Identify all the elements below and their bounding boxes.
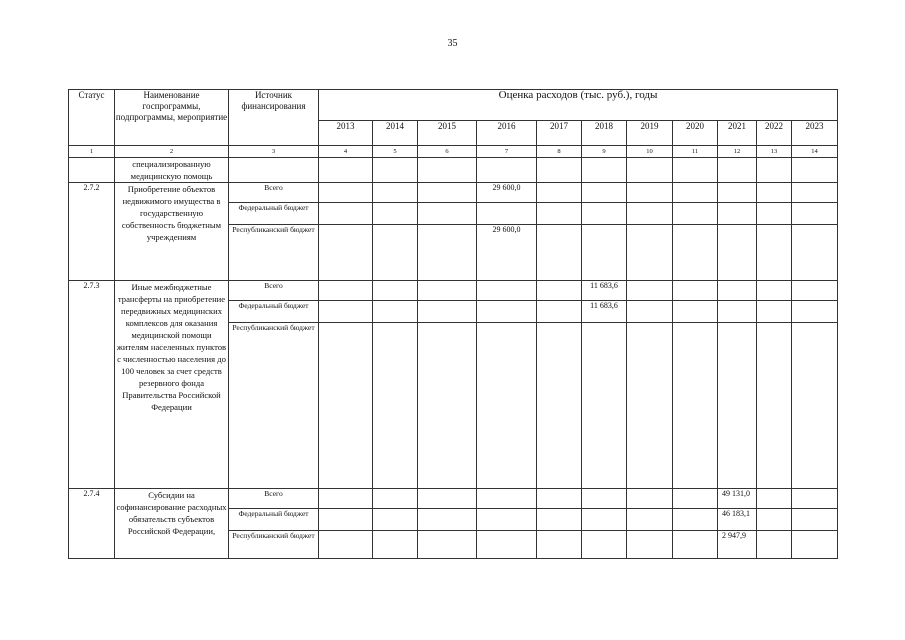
value-cell-2020 [673,183,718,203]
column-index: 14 [792,146,838,158]
value-cell-2017 [537,489,582,509]
value-cell-2023 [792,301,838,323]
source-cell [229,158,319,183]
value-cell-2013 [319,323,373,489]
value-cell-2023 [792,489,838,509]
value-cell-2017 [537,323,582,489]
value-cell-2016 [477,281,537,301]
column-index: 11 [673,146,718,158]
value-cell-2016: 29 600,0 [477,183,537,203]
value-cell-2017 [537,203,582,225]
value-cell-2020 [673,225,718,281]
value-cell-2018 [582,183,627,203]
status-header: Статус [69,90,115,146]
year-header: 2018 [582,121,627,146]
value-cell-2019 [627,301,673,323]
value-cell [792,158,838,183]
budget-table [68,89,838,559]
page-number: 35 [447,38,458,49]
value-cell-2013 [319,203,373,225]
value-cell-2022 [757,509,792,531]
value-cell-2020 [673,489,718,509]
continuation-row [69,158,838,183]
value-cell-2015 [418,281,477,301]
value-cell [582,158,627,183]
column-index: 2 [115,146,229,158]
value-cell-2020 [673,203,718,225]
value-cell-2019 [627,203,673,225]
value-cell-2016 [477,489,537,509]
funding-source: Всего [229,281,319,301]
year-header: 2017 [537,121,582,146]
value-cell-2016 [477,323,537,489]
year-header: 2015 [418,121,477,146]
value-cell-2014 [373,509,418,531]
value-cell-2018 [582,509,627,531]
section-code: 2.7.2 [69,183,115,281]
column-index: 9 [582,146,627,158]
value-cell-2022 [757,225,792,281]
value-cell [627,158,673,183]
measure-name: специализированную медицинскую помощь [115,158,229,183]
funding-row [69,489,838,509]
value-cell-2021 [718,183,757,203]
funding-row [69,183,838,203]
value-cell-2014 [373,301,418,323]
value-cell-2017 [537,509,582,531]
value-cell-2015 [418,225,477,281]
column-index: 4 [319,146,373,158]
value-cell-2019 [627,225,673,281]
value-cell-2020 [673,301,718,323]
value-cell-2014 [373,531,418,559]
measure-name: Субсидии на софинансирование расходных обязательств субъектов Российской Федерации, [115,489,229,559]
value-cell-2020 [673,509,718,531]
year-header: 2023 [792,121,838,146]
value-cell-2018: 11 683,6 [582,281,627,301]
funding-row [69,281,838,301]
value-cell-2022 [757,301,792,323]
funding-source: Всего [229,489,319,509]
value-cell-2018 [582,489,627,509]
value-cell [319,158,373,183]
value-cell-2015 [418,301,477,323]
source-header: Источник финансирования [229,90,319,146]
value-cell-2017 [537,281,582,301]
year-header: 2016 [477,121,537,146]
value-cell-2019 [627,281,673,301]
year-header: 2019 [627,121,673,146]
value-cell-2015 [418,203,477,225]
value-cell-2013 [319,183,373,203]
estimate-header: Оценка расходов (тыс. руб.), годы [319,90,838,121]
value-cell-2015 [418,323,477,489]
value-cell-2018 [582,225,627,281]
value-cell-2022 [757,323,792,489]
column-index: 1 [69,146,115,158]
column-index: 8 [537,146,582,158]
value-cell-2022 [757,531,792,559]
value-cell-2014 [373,489,418,509]
value-cell-2015 [418,531,477,559]
value-cell [418,158,477,183]
name-header: Наименование госпрограммы, подпрограммы, мероприятие [115,90,229,146]
value-cell-2021: 2 947,9 [718,531,757,559]
value-cell-2021 [718,323,757,489]
value-cell-2020 [673,281,718,301]
value-cell-2023 [792,225,838,281]
value-cell-2020 [673,323,718,489]
value-cell-2021: 49 131,0 [718,489,757,509]
funding-source: Всего [229,183,319,203]
value-cell-2017 [537,183,582,203]
value-cell-2022 [757,203,792,225]
value-cell-2022 [757,183,792,203]
year-header: 2021 [718,121,757,146]
value-cell-2022 [757,489,792,509]
value-cell-2019 [627,509,673,531]
section-code: 2.7.3 [69,281,115,489]
measure-name: Иные межбюджетные трансферты на приобретение передвижных медицинских комплексов для оказания медицинской помощи жителям населенных пунктов с численностью населения до 100 человек за счет средств резервного фонда Правительства Российской Федерации [115,281,229,489]
value-cell-2016 [477,301,537,323]
funding-source: Республиканский бюджет [229,531,319,559]
value-cell-2014 [373,225,418,281]
value-cell-2015 [418,183,477,203]
value-cell-2016 [477,203,537,225]
value-cell-2019 [627,489,673,509]
value-cell-2017 [537,301,582,323]
value-cell-2021 [718,203,757,225]
funding-source: Республиканский бюджет [229,323,319,489]
value-cell-2019 [627,183,673,203]
year-header: 2020 [673,121,718,146]
value-cell-2015 [418,489,477,509]
value-cell-2021 [718,301,757,323]
value-cell-2023 [792,323,838,489]
value-cell-2014 [373,203,418,225]
value-cell-2019 [627,323,673,489]
value-cell-2019 [627,531,673,559]
value-cell-2014 [373,183,418,203]
column-index: 3 [229,146,319,158]
value-cell-2016 [477,531,537,559]
section-code: 2.7.4 [69,489,115,559]
value-cell-2023 [792,183,838,203]
value-cell-2013 [319,281,373,301]
value-cell-2013 [319,225,373,281]
value-cell-2021 [718,281,757,301]
column-index: 12 [718,146,757,158]
value-cell-2018 [582,531,627,559]
value-cell-2013 [319,301,373,323]
column-index: 7 [477,146,537,158]
year-header: 2022 [757,121,792,146]
value-cell [718,158,757,183]
value-cell-2021 [718,225,757,281]
value-cell-2013 [319,509,373,531]
value-cell-2016 [477,509,537,531]
value-cell-2014 [373,323,418,489]
column-index: 13 [757,146,792,158]
funding-source: Федеральный бюджет [229,509,319,531]
measure-name: Приобретение объектов недвижимого имущества в государственную собственность бюджетным учреждениям [115,183,229,281]
column-index: 6 [418,146,477,158]
funding-source: Федеральный бюджет [229,301,319,323]
value-cell-2018 [582,323,627,489]
value-cell [373,158,418,183]
value-cell-2013 [319,531,373,559]
value-cell-2013 [319,489,373,509]
value-cell-2023 [792,509,838,531]
value-cell-2020 [673,531,718,559]
value-cell-2018: 11 683,6 [582,301,627,323]
column-index: 5 [373,146,418,158]
year-header: 2013 [319,121,373,146]
value-cell [757,158,792,183]
value-cell-2023 [792,531,838,559]
value-cell-2017 [537,225,582,281]
value-cell [477,158,537,183]
value-cell [673,158,718,183]
value-cell-2016: 29 600,0 [477,225,537,281]
value-cell-2014 [373,281,418,301]
status-cell [69,158,115,183]
value-cell-2015 [418,509,477,531]
value-cell-2021: 46 183,1 [718,509,757,531]
funding-source: Федеральный бюджет [229,203,319,225]
value-cell-2023 [792,281,838,301]
value-cell [537,158,582,183]
column-index-row [69,146,838,158]
column-index: 10 [627,146,673,158]
funding-source: Республиканский бюджет [229,225,319,281]
year-header: 2014 [373,121,418,146]
value-cell-2022 [757,281,792,301]
value-cell-2017 [537,531,582,559]
value-cell-2023 [792,203,838,225]
value-cell-2018 [582,203,627,225]
